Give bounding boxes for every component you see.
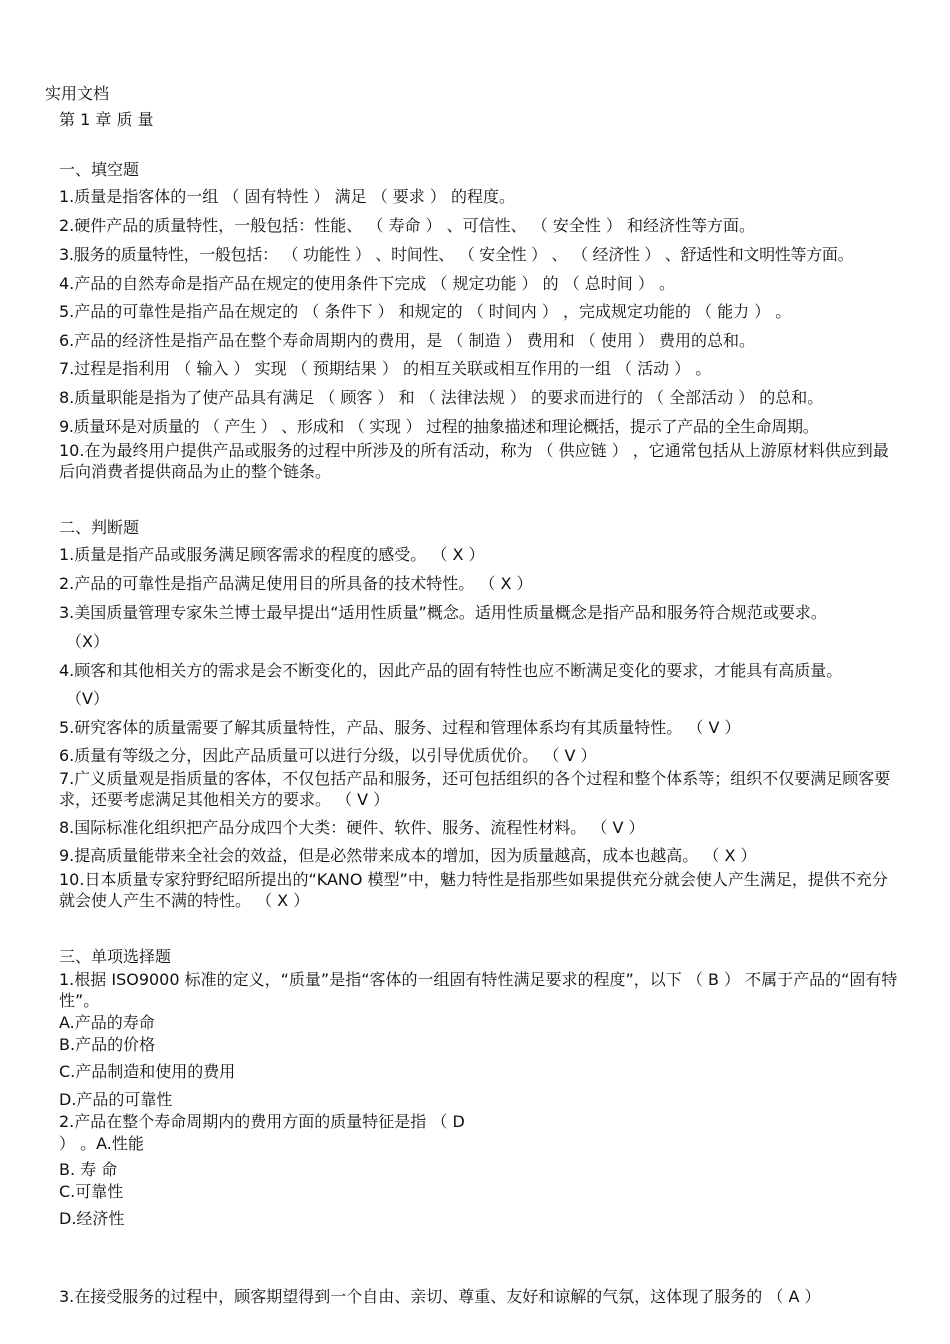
fill-in-item-9: 9.质量环是对质量的 （ 产生 ） 、形成和 （ 实现 ） 过程的抽象描述和理论概括，提示了产品的全生命周期。 <box>59 417 819 436</box>
q1-option-b: B.产品的价格 <box>59 1035 156 1054</box>
tf-item-10: 10.日本质量专家狩野纪昭所提出的“KANO 模型”中，魅力特性是指那些如果提供充分就会使人产生满足，提供不充分就会使人产生不满的特性。 （ X ） <box>59 870 888 910</box>
choice-question-2: 2.产品在整个寿命周期内的费用方面的质量特征是指 （ D <box>59 1112 465 1131</box>
section-title-fill-in: 一、填空题 <box>59 160 140 179</box>
q1-option-a: A.产品的寿命 <box>59 1013 155 1032</box>
tf-item-6: 6.质量有等级之分，因此产品质量可以进行分级，以引导优质优价。 （ V ） <box>59 746 597 765</box>
fill-in-item-8: 8.质量职能是指为了使产品具有满足 （ 顾客 ） 和 （ 法律法规 ） 的要求而进行的 （ 全部活动 ） 的总和。 <box>59 388 824 407</box>
tf-item-8: 8.国际标准化组织把产品分成四个大类：硬件、软件、服务、流程性材料。 （ V ） <box>59 818 645 837</box>
fill-in-item-1: 1.质量是指客体的一组 （ 固有特性 ） 满足 （ 要求 ） 的程度。 <box>59 187 515 206</box>
fill-in-item-3: 3.服务的质量特性，一般包括： （ 功能性 ） 、时间性、 （ 安全性 ） 、 （ 经济性 ） 、舒适性和文明性等方面。 <box>59 245 854 264</box>
tf-item-3: 3.美国质量管理专家朱兰博士最早提出“适用性质量”概念。适用性质量概念是指产品和服务符合规范或要求。 <box>59 603 827 622</box>
q2-option-b: B. 寿 命 <box>59 1160 118 1179</box>
fill-in-item-10: 10.在为最终用户提供产品或服务的过程中所涉及的所有活动，称为 （ 供应链 ） ，它通常包括从上游原材料供应到最后向消费者提供商品为止的整个链条。 <box>59 441 889 481</box>
tf-item-1: 1.质量是指产品或服务满足顾客需求的程度的感受。 （ X ） <box>59 545 485 564</box>
choice-question-2-cont: ） 。A.性能 <box>59 1134 144 1153</box>
chapter-title: 第 1 章 质 量 <box>59 110 154 129</box>
fill-in-item-6: 6.产品的经济性是指产品在整个寿命周期内的费用，是 （ 制造 ） 费用和 （ 使用 ） 费用的总和。 <box>59 331 755 350</box>
q2-option-c: C.可靠性 <box>59 1182 124 1201</box>
section-title-true-false: 二、判断题 <box>59 518 140 537</box>
tf-item-5: 5.研究客体的质量需要了解其质量特性，产品、服务、过程和管理体系均有其质量特性。 （ V ） <box>59 718 741 737</box>
fill-in-item-2: 2.硬件产品的质量特性，一般包括：性能、 （ 寿命 ） 、可信性、 （ 安全性 ） 和经济性等方面。 <box>59 216 755 235</box>
tf-item-2: 2.产品的可靠性是指产品满足使用目的所具备的技术特性。 （ X ） <box>59 574 533 593</box>
tf-item-4: 4.顾客和其他相关方的需求是会不断变化的，因此产品的固有特性也应不断满足变化的要求，才能具有高质量。 <box>59 661 843 680</box>
fill-in-item-5: 5.产品的可靠性是指产品在规定的 （ 条件下 ） 和规定的 （ 时间内 ） ，完成规定功能的 （ 能力 ） 。 <box>59 302 792 321</box>
q1-option-d: D.产品的可靠性 <box>59 1090 173 1109</box>
document-header: 实用文档 <box>45 84 110 103</box>
fill-in-item-4: 4.产品的自然寿命是指产品在规定的使用条件下完成 （ 规定功能 ） 的 （ 总时间 ） 。 <box>59 274 675 293</box>
tf-item-4-answer: （V） <box>66 689 109 708</box>
choice-question-1: 1.根据 ISO9000 标准的定义，“质量”是指“客体的一组固有特性满足要求的程度”，以下 （ B ） 不属于产品的“固有特性”。 <box>59 970 898 1010</box>
q2-option-d: D.经济性 <box>59 1209 125 1228</box>
tf-item-9: 9.提高质量能带来全社会的效益，但是必然带来成本的增加，因为质量越高，成本也越高。 （ X ） <box>59 846 757 865</box>
tf-item-7: 7.广义质量观是指质量的客体，不仅包括产品和服务，还可包括组织的各个过程和整个体系等；组织不仅要满足顾客要求，还要考虑满足其他相关方的要求。 （ V ） <box>59 769 891 809</box>
section-title-single-choice: 三、单项选择题 <box>59 947 172 966</box>
tf-item-3-answer: （X） <box>66 632 109 651</box>
fill-in-item-7: 7.过程是指利用 （ 输入 ） 实现 （ 预期结果 ） 的相互关联或相互作用的一组 （ 活动 ） 。 <box>59 359 712 378</box>
q1-option-c: C.产品制造和使用的费用 <box>59 1062 236 1081</box>
choice-question-3: 3.在接受服务的过程中，顾客期望得到一个自由、亲切、尊重、友好和谅解的气氛，这体现了服务的 （ A ） <box>59 1287 821 1306</box>
